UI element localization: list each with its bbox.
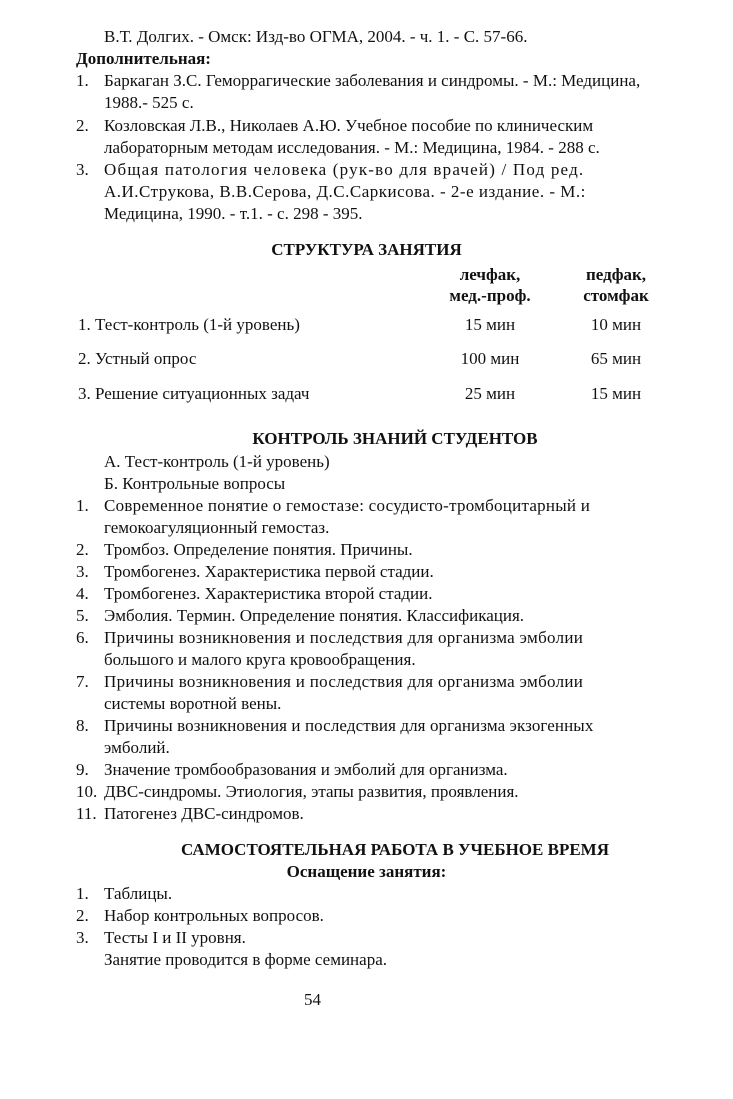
page-number: 54: [304, 990, 321, 1009]
list-item-line: Козловская Л.В., Николаев А.Ю. Учебное пособие по клиническим: [104, 116, 594, 135]
list-item-number: 10.: [76, 782, 98, 801]
list-item-number: 11.: [76, 804, 97, 823]
seminar-note: Занятие проводится в форме семинара.: [104, 950, 387, 969]
list-item-number: 6.: [76, 628, 89, 647]
reference-continuation: В.Т. Долгих. - Омск: Изд-во ОГМА, 2004. - ч. 1. - С. 57-66.: [104, 27, 528, 46]
table-row-label: 1. Тест-контроль (1-й уровень): [78, 315, 300, 334]
list-item-number: 8.: [76, 716, 89, 735]
list-item-line: большого и малого круга кровообращения.: [104, 650, 416, 669]
table-cell-pedfak: 15 мин: [590, 384, 642, 403]
table-cell-lechfak: 15 мин: [464, 315, 516, 334]
table-cell-lechfak: 100 мин: [460, 349, 520, 368]
list-item-line: 1988.- 525 с.: [104, 93, 194, 112]
list-item-number: 2.: [76, 906, 89, 925]
list-item-number: 1.: [76, 496, 89, 515]
column-header-line: стомфак: [583, 286, 649, 305]
additional-literature-heading: Дополнительная:: [76, 49, 211, 68]
column-header-line: лечфак,: [459, 265, 521, 284]
column-header-line: мед.-проф.: [449, 286, 531, 305]
list-item-line: Значение тромбообразования и эмболий для организма.: [104, 760, 508, 779]
column-header-pedfak: [566, 264, 666, 306]
list-item-line: лабораторным методам исследования. - М.: Медицина, 1984. - 288 с.: [104, 138, 600, 157]
list-item-number: 1.: [76, 71, 89, 90]
list-item-line: Общая патология человека (рук-во для врачей) / Под ред.: [104, 160, 585, 179]
list-item-line: ДВС-синдромы. Этиология, этапы развития, проявления.: [104, 782, 519, 801]
list-item-line: Тромбогенез. Характеристика первой стадии.: [104, 562, 434, 581]
list-item-number: 1.: [76, 884, 89, 903]
list-item-number: 2.: [76, 116, 89, 135]
table-cell-pedfak: 65 мин: [590, 349, 642, 368]
table-cell-pedfak: 10 мин: [590, 315, 642, 334]
selfwork-heading: САМОСТОЯТЕЛЬНАЯ РАБОТА В УЧЕБНОЕ ВРЕМЯ: [180, 840, 609, 859]
table-row-label: 3. Решение ситуационных задач: [78, 384, 310, 403]
list-item-line: Причины возникновения и последствия для организма эмболии: [104, 628, 584, 647]
list-item-line: Причины возникновения и последствия для организма экзогенных: [104, 716, 594, 735]
list-item-line: Медицина, 1990. - т.1. - с. 298 - 395.: [104, 204, 363, 223]
list-item-number: 3.: [76, 928, 89, 947]
list-item-line: Современное понятие о гемостазе: сосудисто-тромбоцитарный и: [104, 496, 591, 515]
list-item-line: Тромбоз. Определение понятия. Причины.: [104, 540, 413, 559]
list-item-number: 3.: [76, 160, 89, 179]
control-heading: КОНТРОЛЬ ЗНАНИЙ СТУДЕНТОВ: [252, 429, 538, 448]
table-row-label: 2. Устный опрос: [78, 349, 197, 368]
list-item-number: 9.: [76, 760, 89, 779]
list-item-line: Набор контрольных вопросов.: [104, 906, 324, 925]
list-item-line: Причины возникновения и последствия для организма эмболии: [104, 672, 584, 691]
list-item-number: 4.: [76, 584, 89, 603]
column-header-lechfak: [420, 264, 560, 306]
control-subitem-a: А. Тест-контроль (1-й уровень): [104, 452, 330, 471]
list-item-number: 7.: [76, 672, 89, 691]
list-item-line: Таблицы.: [104, 884, 173, 903]
selfwork-subheading: Оснащение занятия:: [286, 862, 447, 881]
list-item-line: Баркаган З.С. Геморрагические заболевания и синдромы. - М.: Медицина,: [104, 71, 641, 90]
list-item-number: 5.: [76, 606, 89, 625]
list-item-number: 3.: [76, 562, 89, 581]
list-item-line: Тесты I и II уровня.: [104, 928, 246, 947]
list-item-line: системы воротной вены.: [104, 694, 282, 713]
list-item-line: Тромбогенез. Характеристика второй стадии.: [104, 584, 433, 603]
list-item-line: эмболий.: [104, 738, 170, 757]
list-item-number: 2.: [76, 540, 89, 559]
structure-heading: СТРУКТУРА ЗАНЯТИЯ: [271, 240, 462, 259]
list-item-line: Патогенез ДВС-синдромов.: [104, 804, 304, 823]
column-header-line: педфак,: [585, 265, 647, 284]
table-cell-lechfak: 25 мин: [464, 384, 516, 403]
list-item-line: А.И.Струкова, В.В.Серова, Д.С.Саркисова. - 2-е издание. - М.:: [104, 182, 586, 201]
control-subitem-b: Б. Контрольные вопросы: [104, 474, 286, 493]
list-item-line: Эмболия. Термин. Определение понятия. Классификация.: [104, 606, 525, 625]
list-item-line: гемокоагуляционный гемостаз.: [104, 518, 330, 537]
